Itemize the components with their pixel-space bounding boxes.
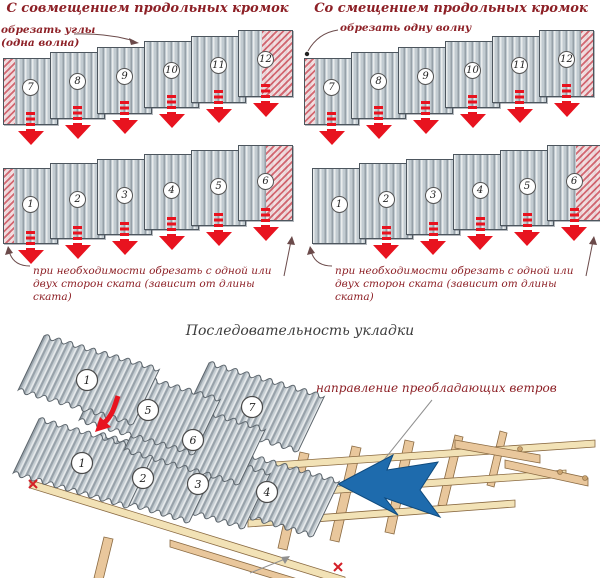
cut-sides-note: при необходимости обрезать с одной или двух сторон ската (зависит от длины ската) [33, 264, 272, 303]
overlap-direction-arrow [561, 208, 587, 241]
arrow-tail [214, 213, 223, 232]
overlap-direction-arrow [413, 101, 439, 134]
sheet-number: 3 [425, 187, 442, 204]
rafter-tail [505, 460, 588, 486]
cut-sides-note: при необходимости обрезать с одной или двух сторон ската (зависит от длины ската) [335, 264, 574, 303]
sheet-number: 6 [257, 173, 274, 190]
sheet-number: 7 [248, 400, 256, 414]
overlap-direction-arrow [253, 208, 279, 241]
arrow-tail [167, 217, 176, 236]
arrow-head [420, 241, 446, 255]
arrow-tail [374, 106, 383, 125]
arrow-head [467, 236, 493, 250]
sheet-number: 5 [210, 178, 227, 195]
sheet-number: 5 [144, 403, 152, 417]
overlap-direction-arrow [514, 213, 540, 246]
arrow-head [253, 103, 279, 117]
arrow-head [206, 109, 232, 123]
aligned-edges-diagram [0, 0, 295, 303]
arrow-head [366, 125, 392, 139]
overlap-direction-arrow [366, 106, 392, 139]
sheet-number: 1 [78, 456, 86, 470]
sheet-number: 1 [331, 196, 348, 213]
offset-edges-diagram [302, 0, 600, 303]
cut-area-hatch [4, 59, 15, 124]
arrow-head [159, 114, 185, 128]
overlap-direction-arrow [65, 226, 91, 259]
arrow-tail [523, 213, 532, 232]
overlap-direction-arrow [18, 112, 44, 145]
sheet-number: 9 [417, 68, 434, 85]
panel-title: Со смещением продольных кромок [314, 1, 588, 16]
arrow-tail [382, 226, 391, 245]
laying-sequence-drawing [0, 300, 600, 578]
arrow-head [507, 109, 533, 123]
sheet-number: 1 [22, 196, 39, 213]
arrow-head [18, 250, 44, 264]
sheet-number: 7 [323, 79, 340, 96]
cut-area-hatch [4, 169, 14, 243]
arrow-head [253, 227, 279, 241]
arrow-head [561, 227, 587, 241]
rafter-end [94, 537, 113, 578]
sheet-number: 5 [519, 178, 536, 195]
arrow-head [460, 114, 486, 128]
arrow-tail [562, 84, 571, 103]
arrow-head [65, 125, 91, 139]
arrow-tail [26, 112, 35, 131]
sheet-number: 2 [139, 471, 147, 485]
sheet-number: 1 [83, 373, 91, 387]
arrow-tail [327, 112, 336, 131]
notch [558, 470, 563, 475]
sheet-number: 11 [511, 57, 528, 74]
sheet-number: 3 [116, 187, 133, 204]
sheet-number: 7 [22, 79, 39, 96]
wind-direction-label: направление преобладающих ветров [316, 381, 557, 395]
arrow-tail [120, 222, 129, 241]
overlap-direction-arrow [18, 231, 44, 264]
cut-area-hatch [581, 31, 593, 96]
overlap-direction-arrow [112, 101, 138, 134]
sheet-number: 3 [194, 477, 202, 491]
cut-one-wave-label: обрезать одну волну [340, 22, 472, 34]
arrow-tail [167, 95, 176, 114]
arrow-tail [468, 95, 477, 114]
arrow-head [206, 232, 232, 246]
sheet-number: 10 [163, 62, 180, 79]
overlap-direction-arrow [420, 222, 446, 255]
notch [518, 447, 523, 452]
sheet-number: 4 [163, 182, 180, 199]
arrow-tail [73, 226, 82, 245]
cut-area-hatch [305, 59, 315, 124]
arrow-tail [421, 101, 430, 120]
sheet-number: 2 [69, 191, 86, 208]
sheet-number: 4 [263, 485, 271, 499]
overlap-direction-arrow [554, 84, 580, 117]
arrow-tail [261, 208, 270, 227]
panel-title: С совмещением продольных кромок [6, 1, 289, 16]
overlap-direction-arrow [319, 112, 345, 145]
sheet-number: 12 [558, 51, 575, 68]
overlap-direction-arrow [507, 90, 533, 123]
sheet-number: 2 [378, 191, 395, 208]
overlap-direction-arrow [65, 106, 91, 139]
overlap-direction-arrow [467, 217, 493, 250]
pointer-dot [305, 52, 309, 56]
sheet-number: 6 [566, 173, 583, 190]
notch [583, 476, 588, 481]
sheet-number: 4 [472, 182, 489, 199]
arrow-head [18, 131, 44, 145]
pointer-arrowhead [129, 38, 139, 45]
arrow-head [413, 120, 439, 134]
arrow-head [65, 245, 91, 259]
overlap-direction-arrow [206, 90, 232, 123]
overlap-direction-arrow [206, 213, 232, 246]
overlap-direction-arrow [112, 222, 138, 255]
arrow-head [373, 245, 399, 259]
arrow-head [112, 241, 138, 255]
overlap-direction-arrow [373, 226, 399, 259]
sheet-number: 10 [464, 62, 481, 79]
arrow-head [514, 232, 540, 246]
sheet-number: 9 [116, 68, 133, 85]
overlap-direction-arrow [159, 217, 185, 250]
arrow-tail [570, 208, 579, 227]
overlap-direction-arrow [253, 84, 279, 117]
arrow-tail [26, 231, 35, 250]
sheet-number: 8 [370, 73, 387, 90]
arrow-head [112, 120, 138, 134]
arrow-head [554, 103, 580, 117]
sheet-number: 6 [189, 433, 197, 447]
sheet-number: 12 [257, 51, 274, 68]
arrow-tail [214, 90, 223, 109]
overlap-direction-arrow [159, 95, 185, 128]
arrow-tail [120, 101, 129, 120]
arrow-tail [515, 90, 524, 109]
arrow-head [159, 236, 185, 250]
sheet-number: 8 [69, 73, 86, 90]
arrow-head [319, 131, 345, 145]
overlap-direction-arrow [460, 95, 486, 128]
cut-corners-label: обрезать углы (одна волна) [1, 24, 96, 49]
arrow-tail [261, 84, 270, 103]
arrow-tail [429, 222, 438, 241]
arrow-tail [476, 217, 485, 236]
sequence-title: Последовательность укладки [185, 323, 415, 339]
arrow-tail [73, 106, 82, 125]
sheet-number: 11 [210, 57, 227, 74]
